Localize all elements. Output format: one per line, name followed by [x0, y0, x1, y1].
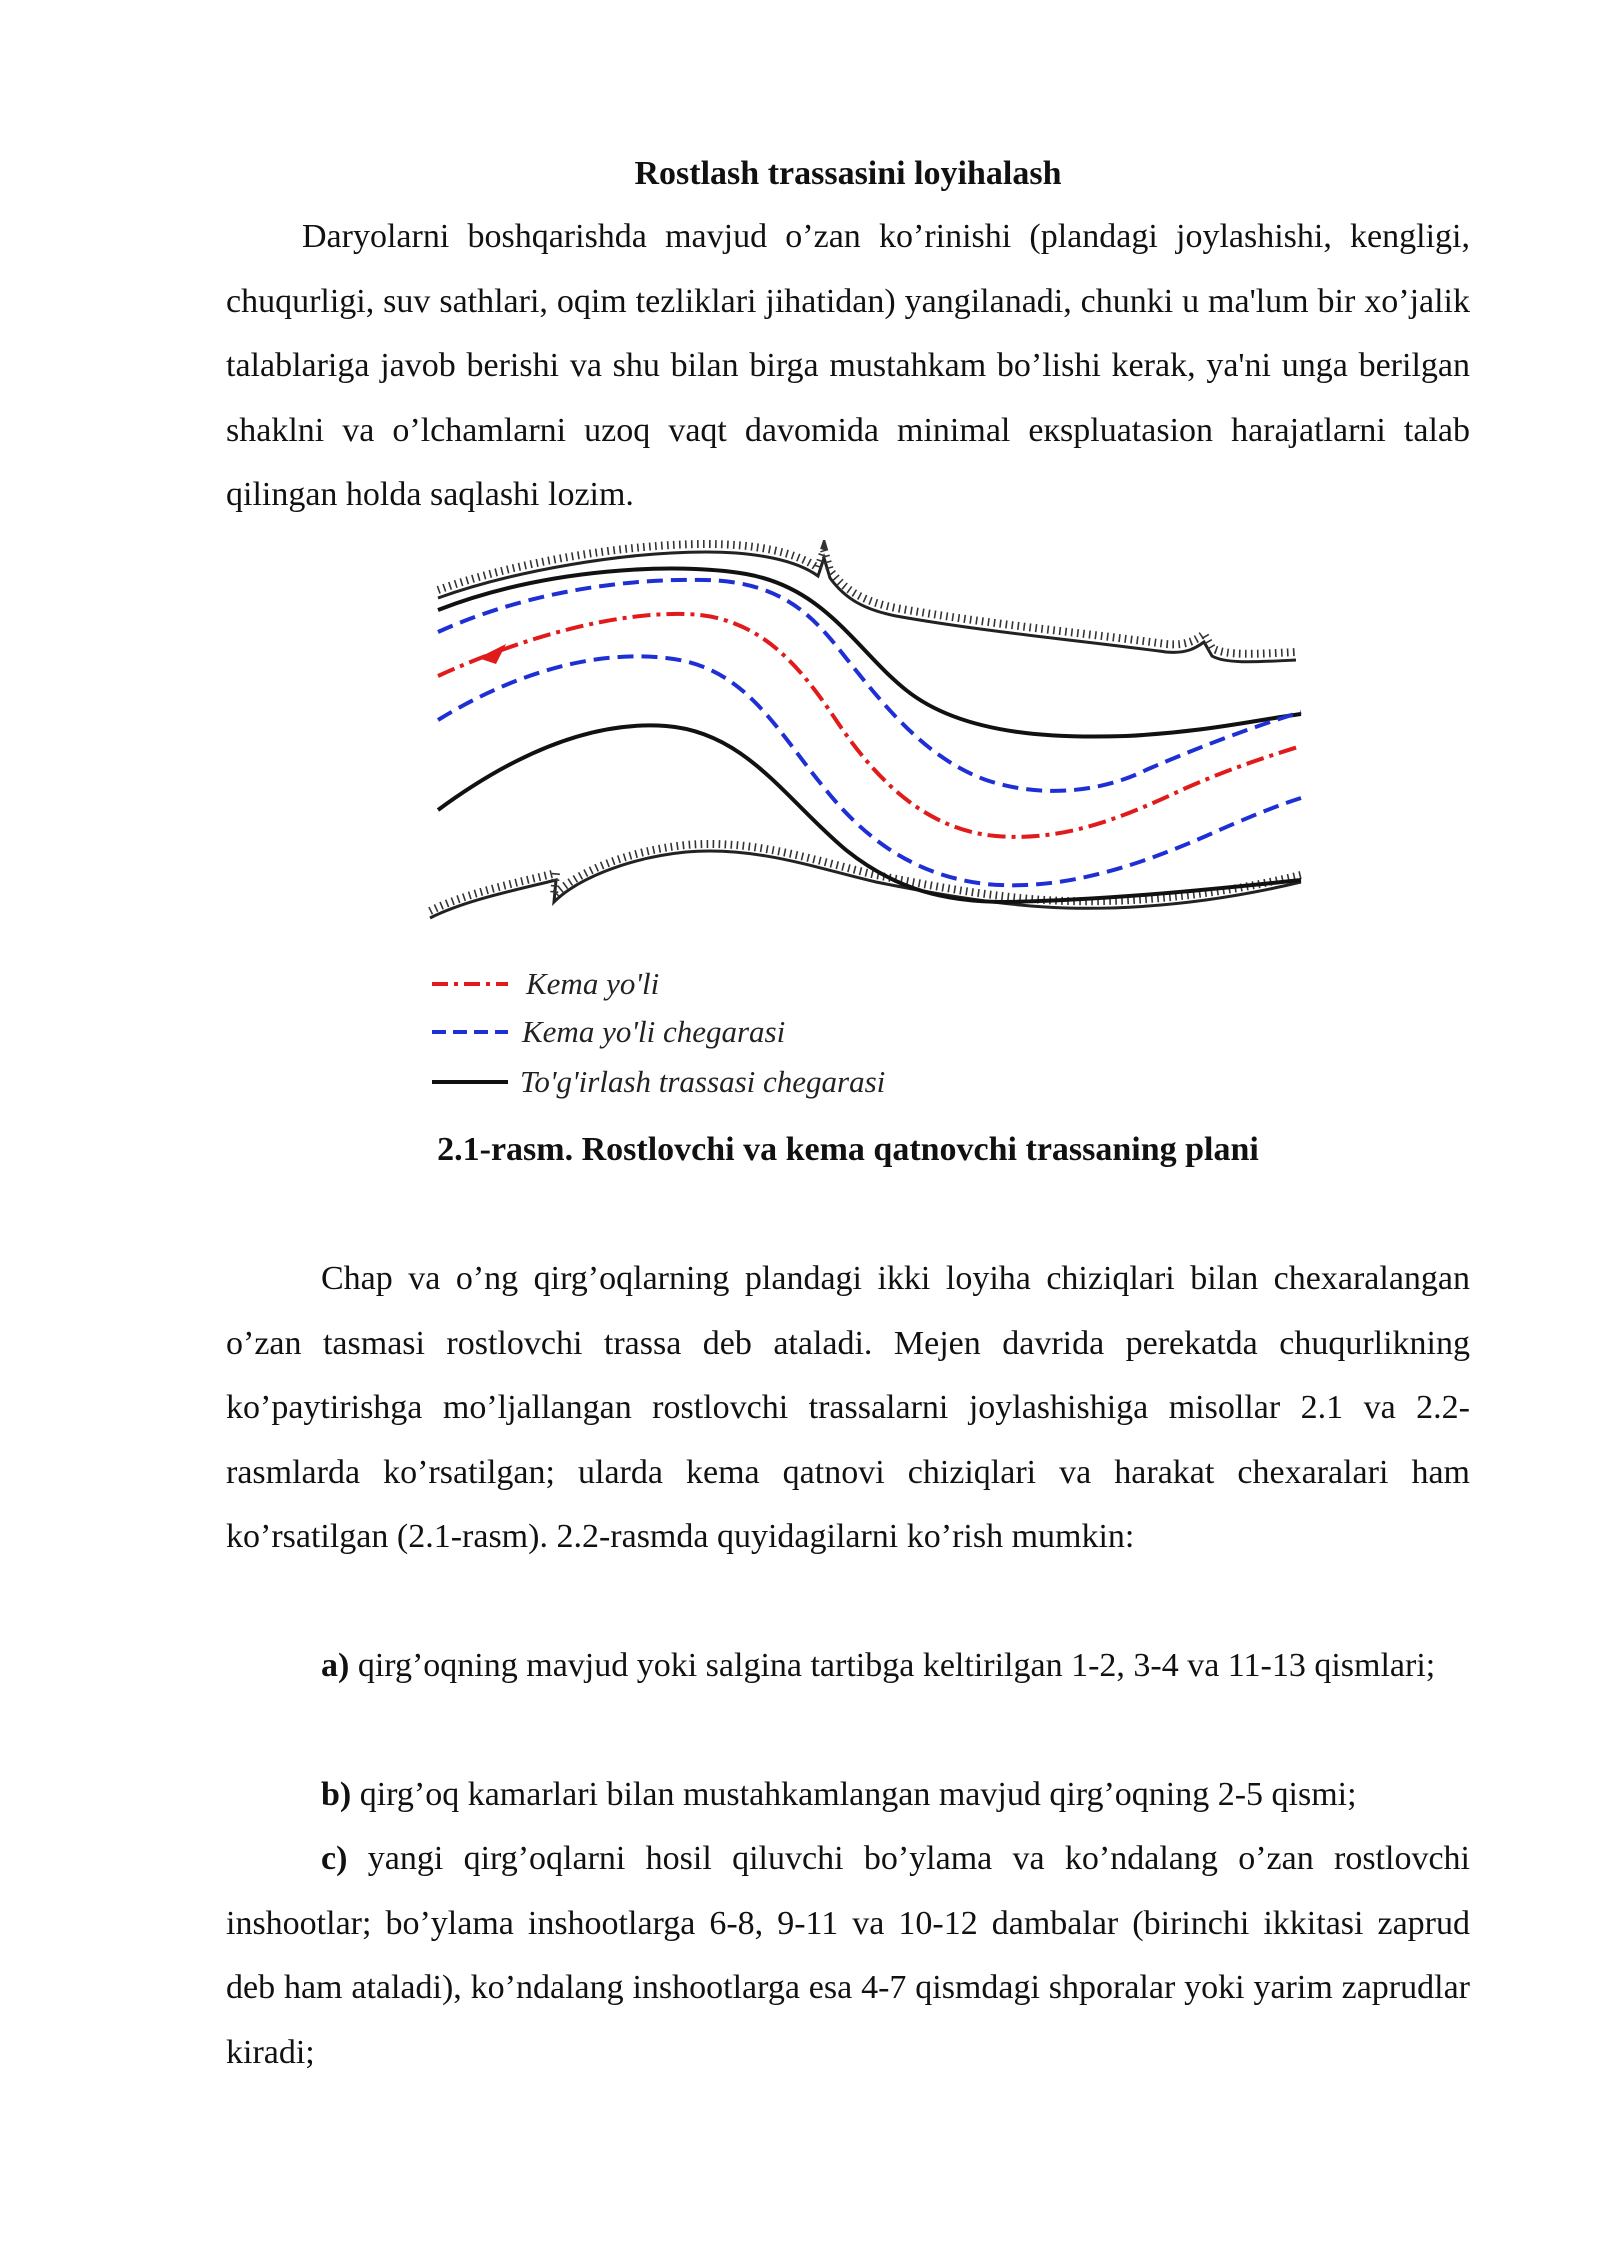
list-item-a	[226, 1634, 1470, 1699]
paragraph-definition: Chap va o’ng qirg’oqlarning plandagi ikki loyiha chiziqlari bilan chexaralangan o’zan tasmasi rostlovchi trassa deb ataladi. Mejen davrida perekatda chuqurlikning ko’paytirishga mo’ljallangan rostlovchi trassalarni joylashishiga misollar 2.1 va 2.2-rasmlarda ko’rsatilgan; ularda kema qatnovi chiziqlari va harakat chexaralari ham ko’rsatilgan (2.1-rasm). 2.2-rasmda quyidagilarni ko’rish mumkin:	[226, 1260, 1470, 1555]
legend-label-fairway-boundary: Kema yo'li chegarasi	[522, 1014, 786, 1049]
lower-bank	[430, 844, 1301, 918]
flow-arrow-icon	[478, 644, 506, 664]
list-item-text: qirg’oqning mavjud yoki salgina tartibga keltirilgan 1-2, 3-4 va 11-13 qismlari;	[349, 1647, 1436, 1684]
list-marker: a)	[321, 1647, 350, 1684]
legend-label-regulation-boundary: To'g'irlash trassasi chegarasi	[520, 1064, 886, 1099]
river-plan-diagram	[426, 540, 1386, 1110]
page-title: Rostlash trassasini loyihalash	[634, 155, 1062, 192]
figure-river-plan	[426, 540, 1386, 1110]
list-item-text: yangi qirg’oqlarni hosil qiluvchi bo’ylama va ko’ndalang o’zan rostlovchi inshootlar; bo’ylama inshootlarga 6-8, 9-11 va 10-12 dambalar (birinchi ikkitasi zaprud deb ham ataladi), ko’ndalang inshootlarga esa 4-7 qismdagi shporalar yoki yarim zaprudlar kiradi;	[226, 1840, 1470, 2071]
list-marker: b)	[321, 1776, 352, 1813]
list-item-b	[226, 1763, 1470, 1828]
list-marker: c)	[321, 1840, 348, 1877]
legend	[432, 966, 885, 1099]
list-item-text: qirg’oq kamarlari bilan mustahkamlangan mavjud qirg’oqning 2-5 qismi;	[351, 1776, 1357, 1813]
regulation-boundary-lower	[438, 725, 1301, 902]
paragraph-intro: Daryolarni boshqarishda mavjud o’zan ko’rinishi (plandagi joylashishi, kengligi, chuqurligi, suv sathlari, oqim tezliklari jihatidan) yangilanadi, chunki u ma'lum bir xo’jalik talablariga javob berishi va shu bilan birga mustahkam bo’lishi kerak, ya'ni unga berilgan shaklni va o’lchamlarni uzoq vaqt davomida minimal eкspluatasion harajatlarni talab qilingan holda saqlashi lozim.	[226, 218, 1470, 513]
fairway-line	[438, 614, 1301, 837]
legend-label-fairway: Kema yo'li	[526, 966, 660, 1001]
figure-caption: 2.1-rasm. Rostlovchi va kema qatnovchi trassaning plani	[437, 1131, 1259, 1168]
fairway-boundary-lower	[438, 656, 1301, 885]
fairway-boundary-upper	[438, 580, 1301, 791]
upper-bank	[438, 544, 1296, 662]
list-item-c	[226, 1827, 1470, 2085]
